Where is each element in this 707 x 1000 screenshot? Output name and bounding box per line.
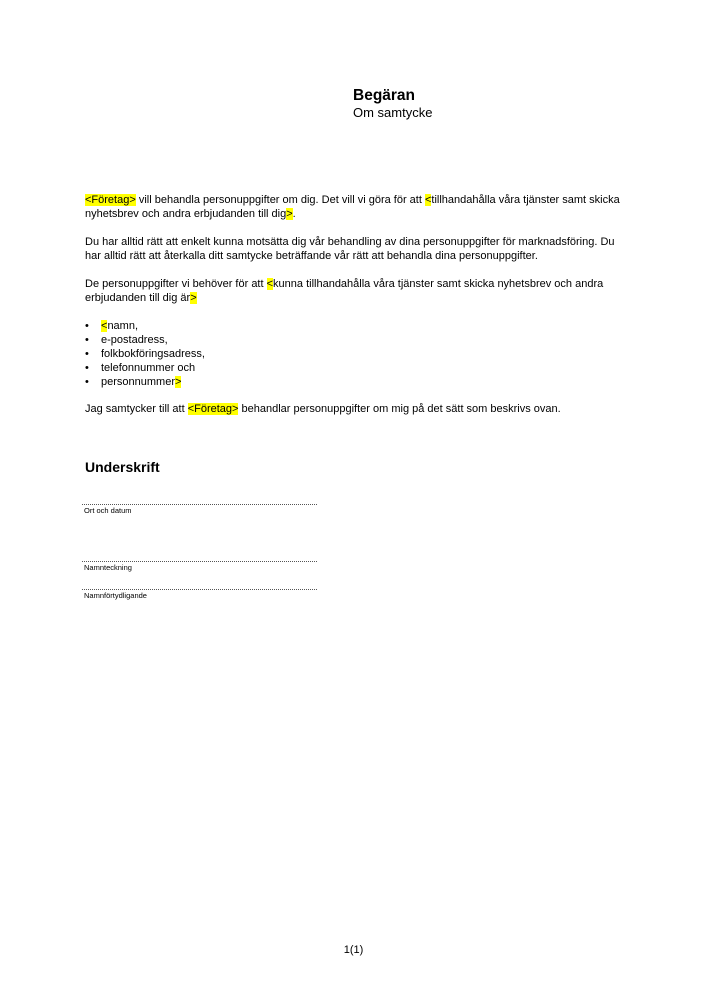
place-date-label: Ort och datum [84,506,132,515]
signature-label: Namnteckning [84,563,132,572]
placeholder-close-marker: > [190,292,197,304]
list-item-text: personnummer [101,376,175,388]
consent-text-2: behandlar personuppgifter om mig på det sätt som beskrivs ovan. [238,403,561,415]
document-body [85,193,625,430]
signature-heading: Underskrift [85,459,160,475]
document-subtitle: Om samtycke [353,105,433,120]
list-item [85,347,625,361]
place-date-line[interactable] [82,504,317,505]
rights-paragraph: Du har alltid rätt att enkelt kunna motsätta dig vår behandling av dina personuppgifter för marknadsföring. Du har alltid rätt att återkalla ditt samtycke beträffande vår rätt att behandla dina personuppgifter. [85,236,615,262]
intro-purpose-text: tillhandahålla våra tjänster samt skicka nyhetsbrev och andra erbjudanden till dig [85,194,620,220]
list-item-text: e-postadress, [101,334,168,346]
list-item [85,375,625,389]
signature-line[interactable] [82,561,317,562]
consent-paragraph [85,402,625,416]
data-needed-purpose-text: kunna tillhandahålla våra tjänster samt skicka nyhetsbrev och andra erbjudanden till dig är [85,278,604,304]
list-item [85,333,625,347]
list-item-text: folkbokföringsadress, [101,348,205,360]
company-placeholder: <Företag> [187,403,239,415]
personal-data-list [85,319,625,389]
document-title: Begäran [353,87,416,104]
data-needed-text-1: De personuppgifter vi behöver för att [85,278,267,290]
list-item-text: telefonnummer och [101,362,196,374]
consent-text-1: Jag samtycker till att [85,403,188,415]
placeholder-open-marker: < [101,320,108,332]
placeholder-open-marker: < [424,194,432,206]
list-item-text: namn, [107,320,139,332]
data-needed-paragraph [85,277,625,305]
page-number: 1(1) [343,944,364,956]
placeholder-close-marker: > [174,376,182,388]
name-clarification-line[interactable] [82,589,317,590]
intro-text-1: vill behandla personuppgifter om dig. Det vill vi göra för att [135,194,425,206]
list-item [85,319,625,333]
intro-paragraph [85,193,625,221]
list-item [85,361,625,375]
intro-end: . [292,208,296,220]
placeholder-close-marker: > [286,208,293,220]
placeholder-open-marker: < [266,278,274,290]
company-placeholder: <Företag> [85,194,136,206]
name-clarification-label: Namnförtydligande [84,591,147,600]
title-block [353,86,432,121]
